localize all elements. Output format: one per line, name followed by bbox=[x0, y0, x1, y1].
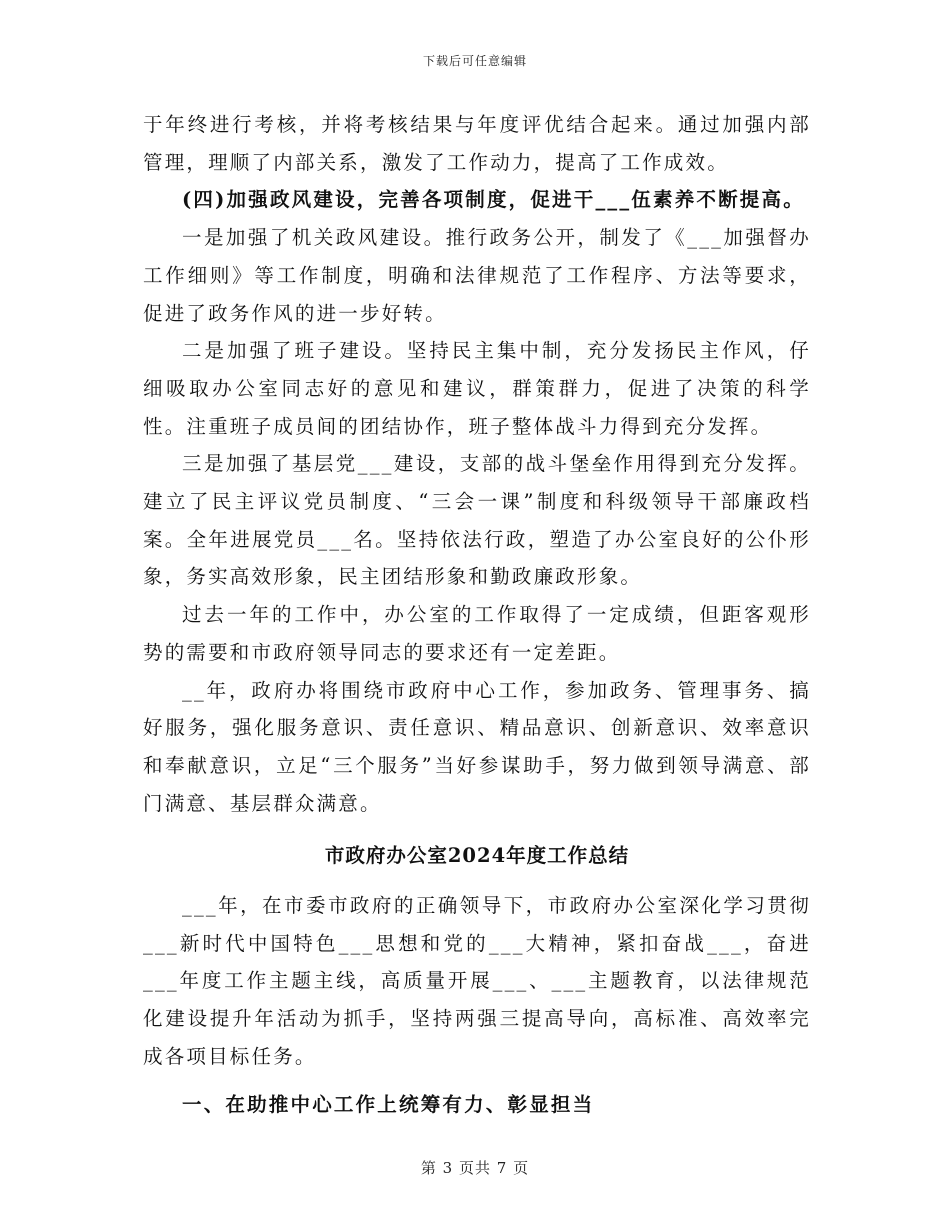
paragraph-summary: 过去一年的工作中，办公室的工作取得了一定成绩，但距客观形势的需要和市政府领导同志的要求还有一定差距。 bbox=[143, 603, 811, 664]
section-heading-1: 一、在助推中心工作上统筹有力、彰显担当 bbox=[182, 1092, 595, 1116]
document-body bbox=[143, 106, 811, 1123]
section-heading-4: (四)加强政风建设，完善各项制度，促进干___伍素养不断提高。 bbox=[182, 188, 805, 212]
paragraph-continuation: 于年终进行考核，并将考核结果与年度评优结合起来。通过加强内部管理，理顺了内部关系，激发了工作动力，提高了工作成效。 bbox=[143, 113, 811, 174]
paragraph-item-3: 三是加强了基层党___建设，支部的战斗堡垒作用得到充分发挥。建立了民主评议党员制度、“三会一课”制度和科级领导干部廉政档案。全年进展党员___名。坚持依法行政，塑造了办公室良好的公仆形象，务实高效形象，民主团结形象和勤政廉政形象。 bbox=[143, 452, 811, 589]
paragraph-item-1: 一是加强了机关政风建设。推行政务公开，制发了《___加强督办工作细则》等工作制度，明确和法律规范了工作程序、方法等要求，促进了政务作风的进一步好转。 bbox=[143, 226, 811, 325]
paragraph-plan: __年，政府办将围绕市政府中心工作，参加政务、管理事务、搞好服务，强化服务意识、责任意识、精品意识、创新意识、效率意识和奉献意识，立足“三个服务”当好参谋助手，努力做到领导满意、部门满意、基层群众满意。 bbox=[143, 678, 811, 815]
document-title: 市政府办公室2024年度工作总结 bbox=[324, 844, 630, 868]
paragraph-item-2: 二是加强了班子建设。坚持民主集中制，充分发扬民主作风，仔细吸取办公室同志好的意见和建议，群策群力，促进了决策的科学性。注重班子成员间的团结协作，班子整体战斗力得到充分发挥。 bbox=[143, 339, 811, 438]
page-header: 下载后可任意编辑 bbox=[422, 54, 527, 68]
page-footer: 第 3 页共 7 页 bbox=[420, 1159, 530, 1177]
paragraph-intro: ___年，在市委市政府的正确领导下，市政府办公室深化学习贯彻___新时代中国特色___思想和党的___大精神，紧扣奋战___，奋进___年度工作主题主线，高质量开展___、___主题教育，以法律规范化建设提升年活动为抓手，坚持两强三提高导向，高标准、高效率完成各项目标任务。 bbox=[143, 894, 811, 1068]
